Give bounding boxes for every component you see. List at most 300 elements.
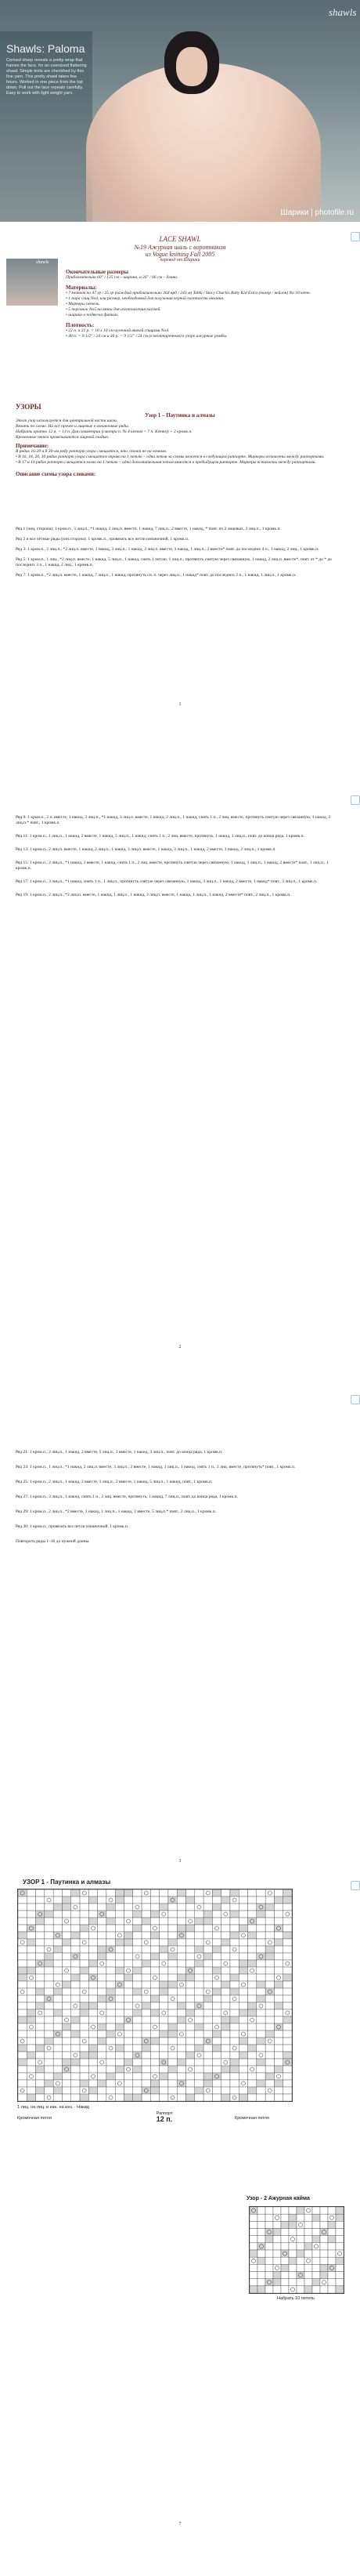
chart-cell [195, 2002, 203, 2009]
chart-cell [71, 2059, 80, 2066]
chart-cell [257, 1932, 265, 1939]
chart-cell [248, 1967, 257, 1974]
chart-cell [18, 1974, 27, 1981]
chart-cell [53, 1932, 62, 1939]
chart-cell [106, 2066, 115, 2073]
chart-cell [212, 2052, 221, 2059]
chart-cell [18, 1932, 27, 1939]
chart-cell [88, 2087, 97, 2094]
chart-cell [212, 1960, 221, 1967]
pattern1-heading: Узор 1 – Паутинка и алмазы [145, 412, 215, 418]
chart-cell [106, 2059, 115, 2066]
chart-cell [160, 2045, 168, 2052]
chart-cell [265, 1918, 274, 1925]
chart-cell [203, 1889, 212, 1897]
chart-cell [160, 1960, 168, 1967]
chart-cell [53, 1946, 62, 1953]
chart-cell [248, 1995, 257, 2002]
chart-cell [297, 2286, 304, 2293]
chart-cell [281, 2286, 289, 2293]
chart-cell [36, 1974, 45, 1981]
chart-cell [274, 1918, 283, 1925]
chart-cell [265, 2045, 274, 2052]
chart-cell [53, 1981, 62, 1988]
chart-cell [203, 2059, 212, 2066]
chart-cell [195, 1960, 203, 1967]
chart-cell [124, 1960, 132, 1967]
chart-cell [133, 2002, 142, 2009]
chart-cell [297, 2214, 304, 2221]
chart-cell [186, 1967, 195, 1974]
row-text: Ряд 21: 1 кром.п., 2 лиц.п., 1 накид, 2 вместе, 5 лиц.п., 2 вместе, 1 накид, 3 лиц.п., повт. до конца ряда, 1 кромк.п. [16, 1450, 223, 1455]
chart-cell [45, 1925, 53, 1932]
chart-cell [250, 2243, 257, 2250]
chart-cell [80, 2080, 88, 2087]
chart-cell [80, 1946, 88, 1953]
chart-cell [168, 1911, 177, 1918]
chart-cell [257, 1925, 265, 1932]
chart-cell [186, 2073, 195, 2080]
chart-cell [124, 1967, 132, 1974]
chart-cell [115, 1995, 124, 2002]
chart-cell [36, 1904, 45, 1911]
chart-cell [221, 1967, 230, 1974]
chart-cell [98, 1939, 106, 1946]
chart-cell [168, 2023, 177, 2031]
chart-cell [98, 2038, 106, 2045]
materials-item: • 1 пара спиц No4, или размер, необходимый для получения верной плотности вязания. [66, 296, 225, 301]
chart-cell [320, 2272, 328, 2279]
chart-cell [98, 1897, 106, 1904]
chart-cell [168, 1939, 177, 1946]
chart-cell [80, 2031, 88, 2038]
chart-cell [160, 1939, 168, 1946]
chart-cell [150, 1925, 159, 1932]
chart-cell [71, 1988, 80, 1995]
chart-cell [221, 1953, 230, 1960]
chart-cell [160, 1981, 168, 1988]
chart-cell [98, 1974, 106, 1981]
chart-cell [62, 1995, 70, 2002]
chart-cell [177, 2080, 185, 2087]
chart-cell [312, 2250, 320, 2257]
chart-cell [250, 2286, 257, 2293]
chart-cell [150, 1946, 159, 1953]
chart-cell [212, 2045, 221, 2052]
chart-cell [221, 2016, 230, 2023]
chart-cell [250, 2229, 257, 2236]
chart-cell [265, 1932, 274, 1939]
chart-cell [283, 2080, 292, 2087]
chart-cell [212, 2031, 221, 2038]
chart-cell [53, 2080, 62, 2087]
chart-cell [212, 1918, 221, 1925]
chart-cell [221, 2009, 230, 2016]
row-text: Ряд 13: 1 кром.п., 2 лиц.п. вместе, 1 накид, 2 лиц.п., 1 накид, 3 лиц.п. вместе, 1 накид, 3 лиц.п., 1 накид, 2 вместе, 1 накид, 2 лиц.п., 1 кромк.п. [16, 847, 276, 852]
chart-cell [177, 2031, 185, 2038]
chart-cell [257, 2052, 265, 2059]
chart-cell [160, 1995, 168, 2002]
chart-cell [248, 2080, 257, 2087]
chart-cell [203, 1946, 212, 1953]
chart-cell [274, 1925, 283, 1932]
chart-cell [115, 1960, 124, 1967]
title-en: LACE SHAWL [159, 235, 201, 243]
chart-cell [80, 2094, 88, 2101]
chart-cell [212, 1981, 221, 1988]
chart-cell [239, 2002, 247, 2009]
chart-cell [257, 1974, 265, 1981]
chart-cell [195, 2080, 203, 2087]
chart-cell [115, 1925, 124, 1932]
chart-cell [230, 2059, 239, 2066]
chart-cell [281, 2229, 289, 2236]
chart-cell [160, 2016, 168, 2023]
chart-cell [71, 1918, 80, 1925]
chart-cell [186, 1995, 195, 2002]
chart-cell [80, 2009, 88, 2016]
chart-cell [27, 1960, 35, 1967]
chart-cell [27, 1953, 35, 1960]
chart-cell [45, 2031, 53, 2038]
chart-cell [98, 2002, 106, 2009]
chart-cell [18, 1946, 27, 1953]
chart-cell [106, 2080, 115, 2087]
chart-cell [45, 2066, 53, 2073]
chart-cell [212, 2002, 221, 2009]
chart-cell [45, 1918, 53, 1925]
chart-cell [265, 2214, 273, 2221]
chart-cell [142, 1904, 150, 1911]
chart-cell [203, 2045, 212, 2052]
chart-cell [239, 2031, 247, 2038]
chart-cell [265, 2038, 274, 2045]
chart-cell [177, 2094, 185, 2101]
chart-cell [257, 1960, 265, 1967]
chart-cell [115, 1911, 124, 1918]
chart-cell [88, 1988, 97, 1995]
chart-cell [142, 2045, 150, 2052]
chart-cell [36, 1911, 45, 1918]
chart-cell [239, 2059, 247, 2066]
chart-cell [160, 2052, 168, 2059]
chart-cell [115, 2066, 124, 2073]
chart-cell [239, 1946, 247, 1953]
row-text: Ряд 19: 1 кром.п., 2 лиц.п., *2 лиц.п. вместе, 1 накид, 1 лиц.п., 1 накид, 3 лиц.п. вместе, 1 накид, 1 лиц.п., 1 накид, 2 вместе* повт., 2 лиц.п., 1 кромк.п. [16, 893, 291, 897]
chart-cell [195, 2066, 203, 2073]
chart-cell [297, 2257, 304, 2264]
chart-cell [133, 1995, 142, 2002]
chart-cell [212, 1925, 221, 1932]
chart-cell [281, 2236, 289, 2243]
chart-cell [71, 1939, 80, 1946]
chart-cell [283, 1939, 292, 1946]
chart-cell [150, 1953, 159, 1960]
chart-cell [18, 2045, 27, 2052]
chart-cell [133, 1904, 142, 1911]
page-number: 7 [178, 2522, 182, 2527]
chart-cell [283, 2038, 292, 2045]
chart-cell [124, 2031, 132, 2038]
chart-cell [195, 1932, 203, 1939]
chart-cell [186, 2023, 195, 2031]
chart-cell [106, 1889, 115, 1897]
chart-cell [80, 1897, 88, 1904]
chart-cell [250, 2207, 257, 2214]
chart-cell [203, 2087, 212, 2094]
chart-cell [312, 2236, 320, 2243]
chart-cell [195, 1974, 203, 1981]
chart-cell [212, 2066, 221, 2073]
chart-cell [62, 1911, 70, 1918]
chart-cell [257, 2023, 265, 2031]
chart-cell [212, 2009, 221, 2016]
chart-cell [160, 1925, 168, 1932]
size-text: Приблизительно 60" / 125 см – ширина, и 26" / 66 см – длина. [66, 275, 178, 280]
chart-cell [186, 2052, 195, 2059]
chart-cell [177, 2087, 185, 2094]
chart-cell [177, 2002, 185, 2009]
chart-cell [257, 2087, 265, 2094]
chart-cell [239, 2080, 247, 2087]
chart-cell [18, 1889, 27, 1897]
chart-cell [133, 2073, 142, 2080]
chart-cell [239, 1960, 247, 1967]
chart-cell [230, 1981, 239, 1988]
chart-cell [274, 1897, 283, 1904]
chart-cell [150, 2045, 159, 2052]
chart-cell [186, 1904, 195, 1911]
chart-cell [115, 1974, 124, 1981]
chart-cell [88, 2023, 97, 2031]
chart-cell [133, 2087, 142, 2094]
chart-cell [239, 2038, 247, 2045]
chart-cell [71, 2066, 80, 2073]
chart-cell [257, 2264, 265, 2271]
chart-cell [27, 2023, 35, 2031]
chart-cell [265, 2279, 273, 2286]
chart-cell [195, 1939, 203, 1946]
chart-cell [88, 1889, 97, 1897]
chart-cell [212, 2059, 221, 2066]
chart-cell [80, 1988, 88, 1995]
chart-cell [133, 1911, 142, 1918]
chart-cell [106, 1925, 115, 1932]
chart-cell [53, 2045, 62, 2052]
chart-cell [273, 2257, 281, 2264]
chart-cell [265, 2080, 274, 2087]
chart-cell [265, 2286, 273, 2293]
chart-cell [239, 1967, 247, 1974]
chart-cell [221, 1988, 230, 1995]
chart-cell [239, 1974, 247, 1981]
chart-cell [71, 1995, 80, 2002]
chart-cell [195, 2087, 203, 2094]
materials-item: • Маркеры петель. [66, 302, 100, 306]
chart-cell [150, 1960, 159, 1967]
gauge-item: • 40 п. = 9 1/2" / 24 см и 36 р. = 9 1/2" / 24 см (в неотпаренном) в узоре ажурные ромбы. [66, 334, 228, 339]
chart-cell [283, 2016, 292, 2023]
chart-cell [168, 1889, 177, 1897]
chart-cell [45, 1995, 53, 2002]
chart-cell [239, 2023, 247, 2031]
chart-cell [195, 2016, 203, 2023]
chart-cell [248, 2038, 257, 2045]
chart-cell [98, 2066, 106, 2073]
chart-cell [203, 1981, 212, 1988]
chart-cell [257, 2229, 265, 2236]
chart-cell [150, 2073, 159, 2080]
chart-cell [336, 2221, 344, 2228]
chart-cell [195, 2009, 203, 2016]
chart-cell [257, 2221, 265, 2228]
chart-cell [283, 1932, 292, 1939]
chart-cell [283, 1953, 292, 1960]
chart-cell [98, 1995, 106, 2002]
chart-cell [320, 2236, 328, 2243]
chart-cell [265, 2002, 274, 2009]
chart-cell [239, 1981, 247, 1988]
chart-cell [203, 2052, 212, 2059]
chart-cell [45, 1967, 53, 1974]
chart-cell [195, 1911, 203, 1918]
chart-cell [221, 1946, 230, 1953]
chart-cell [160, 2038, 168, 2045]
chart-cell [124, 2023, 132, 2031]
chart-cell [265, 1981, 274, 1988]
chart-cell [27, 2066, 35, 2073]
chart-cell [221, 2052, 230, 2059]
chart-cell [124, 1904, 132, 1911]
chart-cell [62, 1918, 70, 1925]
chart-cell [221, 1981, 230, 1988]
chart-cell [186, 2087, 195, 2094]
chart-cell [195, 2094, 203, 2101]
chart-cell [106, 1946, 115, 1953]
chart-cell [115, 2094, 124, 2101]
pattern1-chart-title: УЗОР 1 - Паутинка и алмазы [23, 1879, 111, 1886]
chart-cell [230, 1953, 239, 1960]
chart-cell [257, 1897, 265, 1904]
chart-cell [257, 1904, 265, 1911]
chart-cell [106, 2073, 115, 2080]
chart-cell [186, 1932, 195, 1939]
chart-cell [142, 1946, 150, 1953]
chart-cell [212, 1988, 221, 1995]
chart-cell [195, 2052, 203, 2059]
chart-cell [177, 1904, 185, 1911]
chart-cell [283, 1967, 292, 1974]
chart-cell [160, 2023, 168, 2031]
chart-cell [274, 2073, 283, 2080]
chart-cell [62, 1960, 70, 1967]
rows-page1 [16, 527, 344, 583]
chart-cell [80, 2038, 88, 2045]
chart-cell [336, 2250, 344, 2257]
chart-cell [336, 2257, 344, 2264]
chart-cell [177, 2016, 185, 2023]
chart-cell [212, 1897, 221, 1904]
chart-cell [257, 2094, 265, 2101]
chart-cell [186, 1925, 195, 1932]
chart-cell [150, 2023, 159, 2031]
chart-cell [248, 1953, 257, 1960]
chart-cell [106, 1911, 115, 1918]
chart-cell [304, 2264, 312, 2271]
chart-cell [142, 1925, 150, 1932]
chart-cell [273, 2286, 281, 2293]
chart-cell [221, 2023, 230, 2031]
chart-cell [230, 2031, 239, 2038]
chart-cell [133, 2045, 142, 2052]
chart-cell [239, 2052, 247, 2059]
chart-cell [230, 2023, 239, 2031]
chart-cell [177, 2009, 185, 2016]
chart-cell [297, 2264, 304, 2271]
chart-cell [62, 1897, 70, 1904]
chart-cell [239, 1911, 247, 1918]
row-text: Ряд 1 (лиц, сторона): 1 кром.п., 3 лиц.п., *1 накид, 2 лиц.п. вместе, 1 накид, 7 лиц.п., 2 вместе, 1 накид, * повт. по 2 лицевых, 3 лиц.п., 1 кромк.п. [16, 527, 281, 531]
chart-cell [168, 2016, 177, 2023]
chart-cell [248, 2023, 257, 2031]
chart-cell [195, 2059, 203, 2066]
chart-cell [88, 2059, 97, 2066]
chart-cell [106, 2094, 115, 2101]
chart-cell [53, 1889, 62, 1897]
chart-cell [212, 1953, 221, 1960]
chart-cell [257, 2002, 265, 2009]
chart-cell [274, 1981, 283, 1988]
chart-cell [248, 2073, 257, 2080]
chart-cell [230, 1988, 239, 1995]
chart-cell [98, 2059, 106, 2066]
chart-cell [283, 1974, 292, 1981]
chart-cell [203, 1988, 212, 1995]
chart-cell [71, 2002, 80, 2009]
chart-cell [230, 1974, 239, 1981]
chart-cell [203, 1953, 212, 1960]
chart-cell [62, 1967, 70, 1974]
chart-cell [248, 1988, 257, 1995]
chart-cell [221, 2045, 230, 2052]
chart-cell [195, 1904, 203, 1911]
chart-cell [168, 2031, 177, 2038]
chart-cell [18, 1904, 27, 1911]
chart-cell [186, 2045, 195, 2052]
chart-cell [257, 2016, 265, 2023]
chart-cell [160, 1953, 168, 1960]
chart-cell [150, 2066, 159, 2073]
chart-cell [98, 2094, 106, 2101]
chart-cell [124, 1889, 132, 1897]
chart-cell [18, 2059, 27, 2066]
chart-cell [177, 1953, 185, 1960]
chart-cell [150, 1974, 159, 1981]
chart-cell [239, 2073, 247, 2080]
note-line: Этот узор используется для центральной части шали. [16, 418, 118, 423]
chart-cell [328, 2214, 336, 2221]
chart-cell [98, 2073, 106, 2080]
patterns-block [16, 404, 344, 477]
chart-cell [150, 1904, 159, 1911]
watermark-icon [351, 1881, 360, 1890]
chart-cell [36, 2087, 45, 2094]
chart-cell [53, 1925, 62, 1932]
chart-cell [177, 1932, 185, 1939]
chart-cell [88, 2066, 97, 2073]
chart-cell [274, 2016, 283, 2023]
chart-cell [281, 2250, 289, 2257]
